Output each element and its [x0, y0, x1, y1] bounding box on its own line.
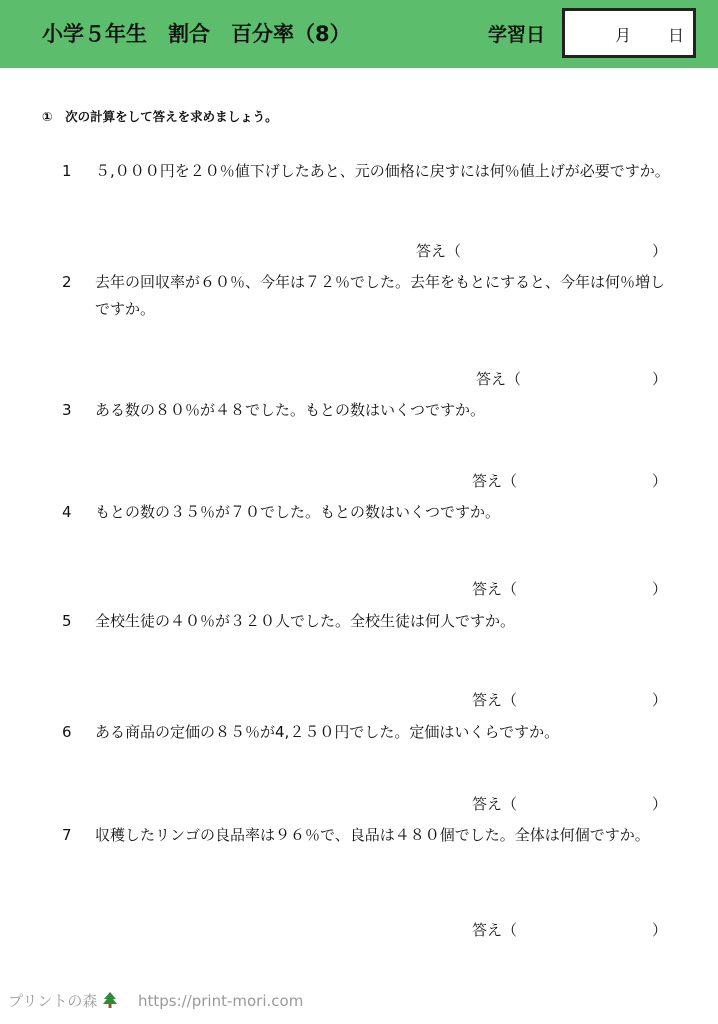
- answer-close: ）: [652, 472, 668, 490]
- answer-label: 答え（: [472, 795, 518, 813]
- answer-label: 答え（: [472, 691, 518, 709]
- question-text: 去年の回収率が６０％、今年は７２％でした。去年をもとにすると、今年は何％増しですか。: [95, 273, 666, 318]
- tree-icon: [103, 992, 117, 1008]
- answer-close: ）: [652, 691, 668, 709]
- day-unit: 日: [668, 26, 685, 45]
- date-label: 学習日: [488, 24, 546, 46]
- question-text: もとの数の３５％が７０でした。もとの数はいくつですか。: [95, 503, 501, 521]
- question-number: 6: [62, 723, 72, 741]
- question-number: 2: [62, 273, 72, 291]
- answer-label: 答え（: [416, 242, 462, 260]
- footer-url[interactable]: https://print-mori.com: [137, 992, 304, 1010]
- answer-label: 答え（: [476, 370, 522, 388]
- question-number: 5: [62, 612, 72, 630]
- answer-label: 答え（: [472, 472, 518, 490]
- footer: [8, 990, 303, 1011]
- answer-close: ）: [652, 370, 668, 388]
- question-number: 3: [62, 401, 72, 419]
- answer-close: ）: [652, 580, 668, 598]
- instruction: ① 次の計算をして答えを求めましょう。: [42, 109, 278, 124]
- question-text: ある数の８０％が４８でした。もとの数はいくつですか。: [95, 401, 486, 419]
- date-box[interactable]: [562, 8, 696, 58]
- question-text: 収穫したリンゴの良品率は９６％で、良品は４８０個でした。全体は何個ですか。: [95, 826, 650, 844]
- header-bar: [0, 0, 718, 68]
- question-text: ５,０００円を２０％値下げしたあと、元の価格に戻すには何％値上げが必要ですか。: [95, 162, 670, 180]
- question-number: 7: [62, 826, 72, 844]
- question-text: ある商品の定価の８５％が4,２５０円でした。定価はいくらですか。: [95, 723, 560, 741]
- answer-close: ）: [652, 921, 668, 939]
- question-text: 全校生徒の４０％が３２０人でした。全校生徒は何人ですか。: [95, 612, 516, 630]
- month-unit: 月: [615, 26, 632, 45]
- answer-close: ）: [652, 795, 668, 813]
- question-number: 4: [62, 503, 72, 521]
- page-title: 小学５年生 割合 百分率（8）: [42, 22, 351, 46]
- question-number: 1: [62, 162, 72, 180]
- answer-label: 答え（: [472, 580, 518, 598]
- answer-label: 答え（: [472, 921, 518, 939]
- footer-brand: プリントの森: [8, 992, 98, 1010]
- answer-close: ）: [652, 242, 668, 260]
